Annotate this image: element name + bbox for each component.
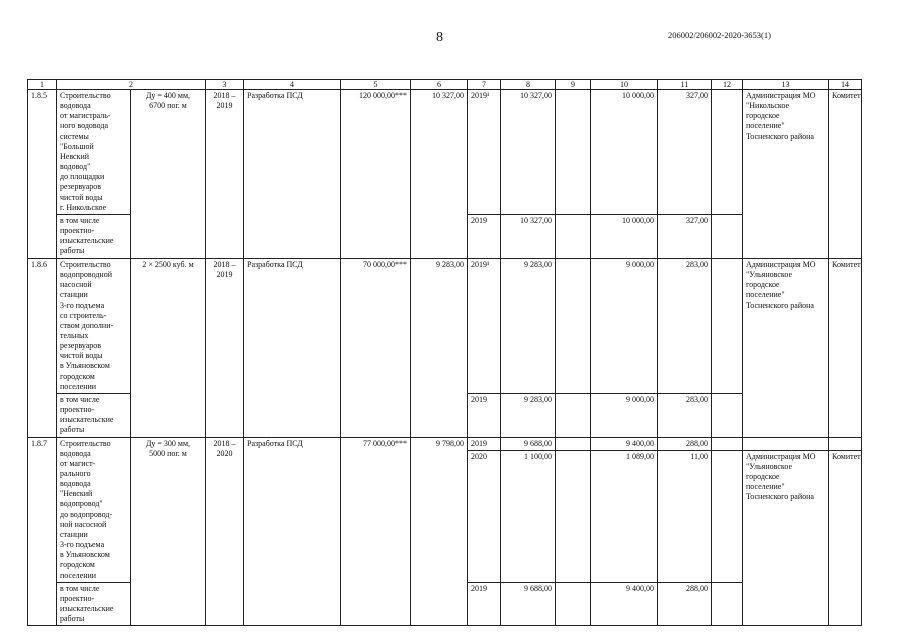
object-stage: Разработка ПСД [244,258,341,437]
header-cell: 14 [829,80,862,90]
amount-cell: 9 688,00 [501,582,556,626]
column-number-row [28,80,862,90]
object-name: Строительство водовода от магистраль- ного водовода системы "Большой Невский водовод" до площадки резервуаров чистой воды г. Никольское [57,90,131,215]
col11-cell: 283,00 [658,393,712,437]
object-estimate: 70 000,00*** [341,258,411,437]
year-cell: 2019 [468,582,501,626]
header-cell: 12 [712,80,743,90]
committee-cell: Комитет [829,258,862,437]
committee-cell-blank [829,437,862,450]
year-cell: 2020 [468,450,501,582]
object-estimate: 77 000,00*** [341,437,411,626]
col9-cell [556,393,591,437]
year-cell: 2019 [468,214,501,258]
col10-cell: 9 400,00 [591,582,658,626]
col12-cell [712,393,743,437]
page-number: 8 [436,30,443,45]
header-cell: 10 [591,80,658,90]
amount-cell: 9 283,00 [501,258,556,393]
col12-cell [712,214,743,258]
year-cell: 2019¹ [468,90,501,215]
executor-cell: Администрация МО "Ульяновское городское поселение" Тосненского района [743,258,829,437]
col9-cell [556,582,591,626]
amount-cell: 10 327,00 [501,214,556,258]
committee-cell: Комитет [829,90,862,259]
col10-cell: 9 000,00 [591,393,658,437]
item-number: 1.8.5 [28,90,57,259]
object-stage: Разработка ПСД [244,90,341,259]
col11-cell: 327,00 [658,90,712,215]
object-capacity: 2 × 2500 куб. м [131,258,206,437]
header-cell: 13 [743,80,829,90]
col9-cell [556,437,591,450]
investment-table [27,79,862,626]
committee-cell: Комитет [829,450,862,626]
object-total: 10 327,00 [411,90,468,259]
executor-cell: Администрация МО "Ульяновское городское поселение" Тосненского района [743,450,829,626]
header-cell: 1 [28,80,57,90]
year-cell: 2019 [468,393,501,437]
col11-cell: 283,00 [658,258,712,393]
header-cell: 5 [341,80,411,90]
col9-cell [556,214,591,258]
object-name: Строительство водопроводной насосной станции 3-го подъема со строитель- ством дополни- тельных резервуаров чистой воды в Ульяновском городском поселении [57,258,131,393]
table-row [28,90,862,215]
object-name: Строительство водовода от магист- рального водовода "Невский водопровод" до водопровод- ной насосной станции 3-го подъема в Ульяновском городском поселении [57,437,131,582]
col11-cell: 327,00 [658,214,712,258]
object-period: 2018 – 2019 [206,258,244,437]
amount-cell: 9 688,00 [501,437,556,450]
header-cell: 9 [556,80,591,90]
col12-cell [712,437,743,450]
col12-cell [712,90,743,215]
item-number: 1.8.6 [28,258,57,437]
year-cell: 2019¹ [468,258,501,393]
sub-label: в том числе проектно- изыскательские работы [57,582,131,626]
header-cell: 3 [206,80,244,90]
col10-cell: 10 000,00 [591,90,658,215]
object-capacity: Ду = 300 мм, 5000 пог. м [131,437,206,626]
amount-cell: 10 327,00 [501,90,556,215]
object-period: 2018 – 2020 [206,437,244,626]
col12-cell [712,258,743,393]
col11-cell: 11,00 [658,450,712,582]
col11-cell: 288,00 [658,437,712,450]
header-cell: 2 [57,80,206,90]
item-number: 1.8.7 [28,437,57,626]
object-total: 9 283,00 [411,258,468,437]
executor-cell-blank [743,437,829,450]
col10-cell: 1 089,00 [591,450,658,582]
object-capacity: Ду = 400 мм, 6700 пог. м [131,90,206,259]
header-cell: 8 [501,80,556,90]
header-cell: 6 [411,80,468,90]
col10-cell: 9 400,00 [591,437,658,450]
table-row [28,258,862,393]
amount-cell: 9 283,00 [501,393,556,437]
col9-cell [556,450,591,582]
document-id: 206002/206002-2020-3653(1) [668,30,771,40]
header-cell: 4 [244,80,341,90]
col10-cell: 10 000,00 [591,214,658,258]
col11-cell: 288,00 [658,582,712,626]
sub-label: в том числе проектно- изыскательские работы [57,393,131,437]
amount-cell: 1 100,00 [501,450,556,582]
header-cell: 11 [658,80,712,90]
col10-cell: 9 000,00 [591,258,658,393]
col12-cell [712,582,743,626]
header-cell: 7 [468,80,501,90]
col9-cell [556,90,591,215]
executor-cell: Администрация МО "Никольское городское поселение" Тосненского района [743,90,829,259]
sub-label: в том числе проектно- изыскательские работы [57,214,131,258]
col12-cell [712,450,743,582]
table-row [28,437,862,450]
year-cell: 2019 [468,437,501,450]
object-stage: Разработка ПСД [244,437,341,626]
object-estimate: 120 000,00*** [341,90,411,259]
object-period: 2018 – 2019 [206,90,244,259]
col9-cell [556,258,591,393]
object-total: 9 798,00 [411,437,468,626]
